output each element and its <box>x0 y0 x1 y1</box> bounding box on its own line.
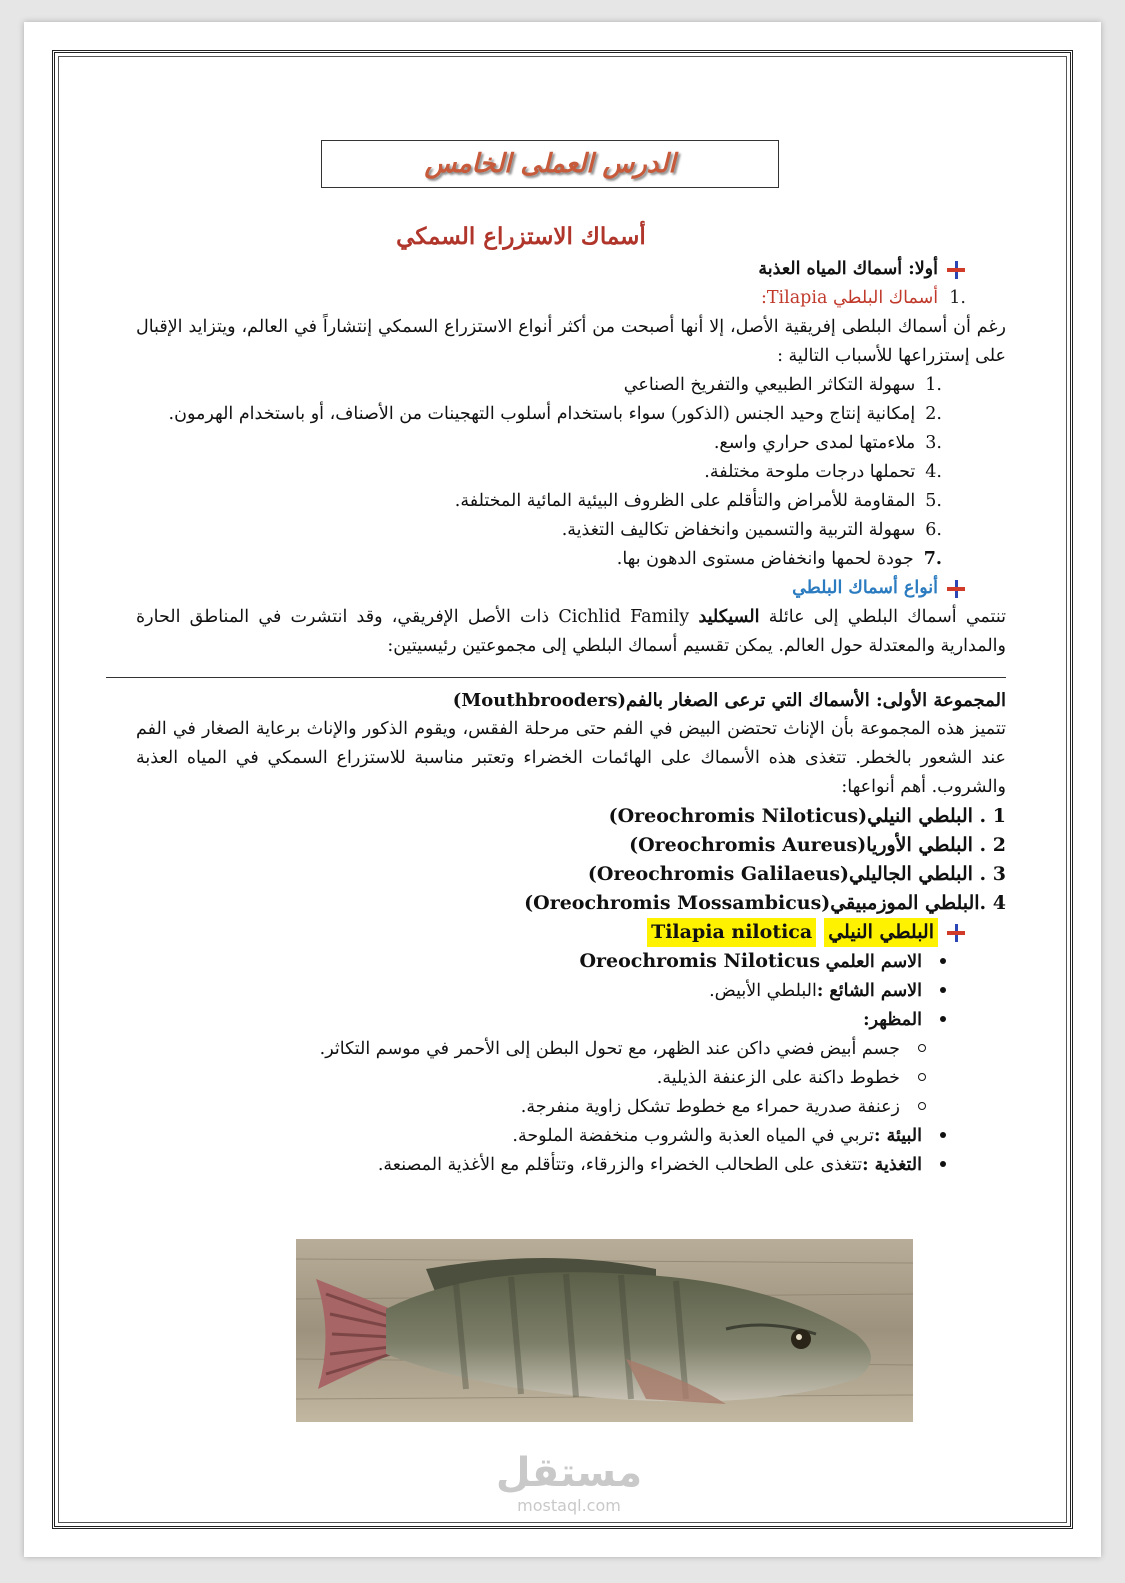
list-item: جسم أبيض فضي داكن عند الظهر، مع تحول البطن إلى الأحمر في موسم التكاثر. <box>136 1035 926 1064</box>
species-item: 4 .البلطي الموزمبيقي(Oreochromis Mossambicus) <box>524 892 1006 914</box>
bullet-arrow-icon <box>946 923 966 943</box>
tilapia-subheading <box>136 284 966 313</box>
bullet-circle-icon <box>918 1044 926 1052</box>
list-item: .7 جودة لحمها وانخفاض مستوى الدهون بها. <box>616 549 942 569</box>
group1-heading: المجموعة الأولى: الأسماك التي ترعى الصغار بالفم(Mouthbrooders) <box>452 690 1006 711</box>
list-item: الاسم العلمي Oreochromis Niloticus <box>136 947 946 977</box>
section-heading-text: أولا: أسماك المياه العذبة <box>758 259 938 279</box>
document-page <box>24 22 1101 1557</box>
reasons-list <box>136 371 942 574</box>
mostaql-watermark <box>454 1450 684 1515</box>
appearance-list <box>136 1035 926 1122</box>
nile-details <box>136 947 946 1035</box>
types-heading <box>136 574 966 603</box>
list-item: خطوط داكنة على الزعنفة الذيلية. <box>136 1064 926 1093</box>
types-paragraph: تنتمي أسماك البلطي إلى عائلة السيكليد Cichlid Family ذات الأصل الإفريقي، وقد انتشرت في المناطق الحارة والمدارية والمعتدلة حول العالم. يمكن تقسيم أسماك البلطي إلى مجموعتين رئيسيتين: <box>136 607 1006 656</box>
nile-tilapia-heading <box>136 918 966 947</box>
subheading-number: .1 <box>949 288 966 308</box>
list-item: البيئة :تربي في المياه العذبة والشروب منخفضة الملوحة. <box>136 1122 946 1151</box>
list-item: .6 سهولة التربية والتسمين وانخفاض تكاليف التغذية. <box>561 520 942 540</box>
main-title: أسماك الاستزراع السمكي <box>396 223 646 250</box>
bullet-dot-icon <box>940 987 946 993</box>
nile-heading-en: Tilapia nilotica <box>647 918 816 947</box>
species-item: 2 . البلطي الأوريا(Oreochromis Aureus) <box>629 834 1006 856</box>
bullet-arrow-icon <box>946 579 966 599</box>
document-body <box>136 222 1006 1180</box>
bullet-circle-icon <box>918 1102 926 1110</box>
list-item: .1 سهولة التكاثر الطبيعي والتفريخ الصناعي <box>623 375 942 395</box>
list-item: .5 المقاومة للأمراض والتأقلم على الظروف البيئية المائية المختلفة. <box>454 491 942 511</box>
list-item: الاسم الشائع :البلطي الأبيض. <box>136 977 946 1006</box>
group1-paragraph: تتميز هذه المجموعة بأن الإناث تحتضن البيض في الفم حتى مرحلة الفقس، ويقوم الذكور والإناث برعاية الصغار في الفم عند الشعور بالخطر. تتغذى هذه الأسماك على الهائمات الخضراء وتعتبر مناسبة للاستزراع السمكي في المياه العذبة والشروب. أهم أنواعها: <box>136 719 1006 797</box>
species-list <box>136 802 1006 918</box>
nile-heading-ar: البلطي النيلي <box>824 918 938 947</box>
lesson-title: الدرس العملى الخامس <box>424 149 676 179</box>
lesson-title-box <box>321 140 779 188</box>
intro-paragraph: رغم أن أسماك البلطى إفريقية الأصل، إلا أنها أصبحت من أكثر أنواع الاستزراع السمكي إنتشاراً في العالم، ويتزايد الإقبال على إستزراعها للأسباب التالية : <box>136 317 1006 366</box>
list-item: .3 ملاءمتها لمدى حراري واسع. <box>713 433 942 453</box>
nile-details-2 <box>136 1122 946 1180</box>
fish-image <box>296 1239 913 1422</box>
section-divider <box>106 677 1006 678</box>
watermark-logo: مستقل <box>495 1450 643 1496</box>
list-item: التغذية :تتغذى على الطحالب الخضراء والزرقاء، وتتأقلم مع الأغذية المصنعة. <box>136 1151 946 1180</box>
species-item: 1 . البلطي النيلي(Oreochromis Niloticus) <box>608 805 1006 827</box>
subheading-text: أسماك البلطي Tilapia: <box>760 288 939 308</box>
bullet-dot-icon <box>940 1132 946 1138</box>
list-item: زعنفة صدرية حمراء مع خطوط تشكل زاوية منفرجة. <box>136 1093 926 1122</box>
types-heading-text: أنواع أسماك البلطي <box>792 578 938 598</box>
bullet-dot-icon <box>940 1161 946 1167</box>
bullet-arrow-icon <box>946 260 966 280</box>
list-item: .2 إمكانية إنتاج وحيد الجنس (الذكور) سواء باستخدام أسلوب التهجينات من الأصناف، أو باستخدام الهرمون. <box>168 404 942 424</box>
section-heading <box>136 255 966 284</box>
bullet-dot-icon <box>940 958 946 964</box>
bullet-circle-icon <box>918 1073 926 1081</box>
species-item: 3 . البلطي الجاليلي(Oreochromis Galilaeus) <box>587 863 1006 885</box>
list-item: المظهر: <box>136 1006 946 1035</box>
tilapia-fish-photo <box>296 1239 913 1422</box>
bullet-dot-icon <box>940 1016 946 1022</box>
watermark-url: mostaql.com <box>517 1496 621 1515</box>
list-item: .4 تحملها درجات ملوحة مختلفة. <box>704 462 942 482</box>
